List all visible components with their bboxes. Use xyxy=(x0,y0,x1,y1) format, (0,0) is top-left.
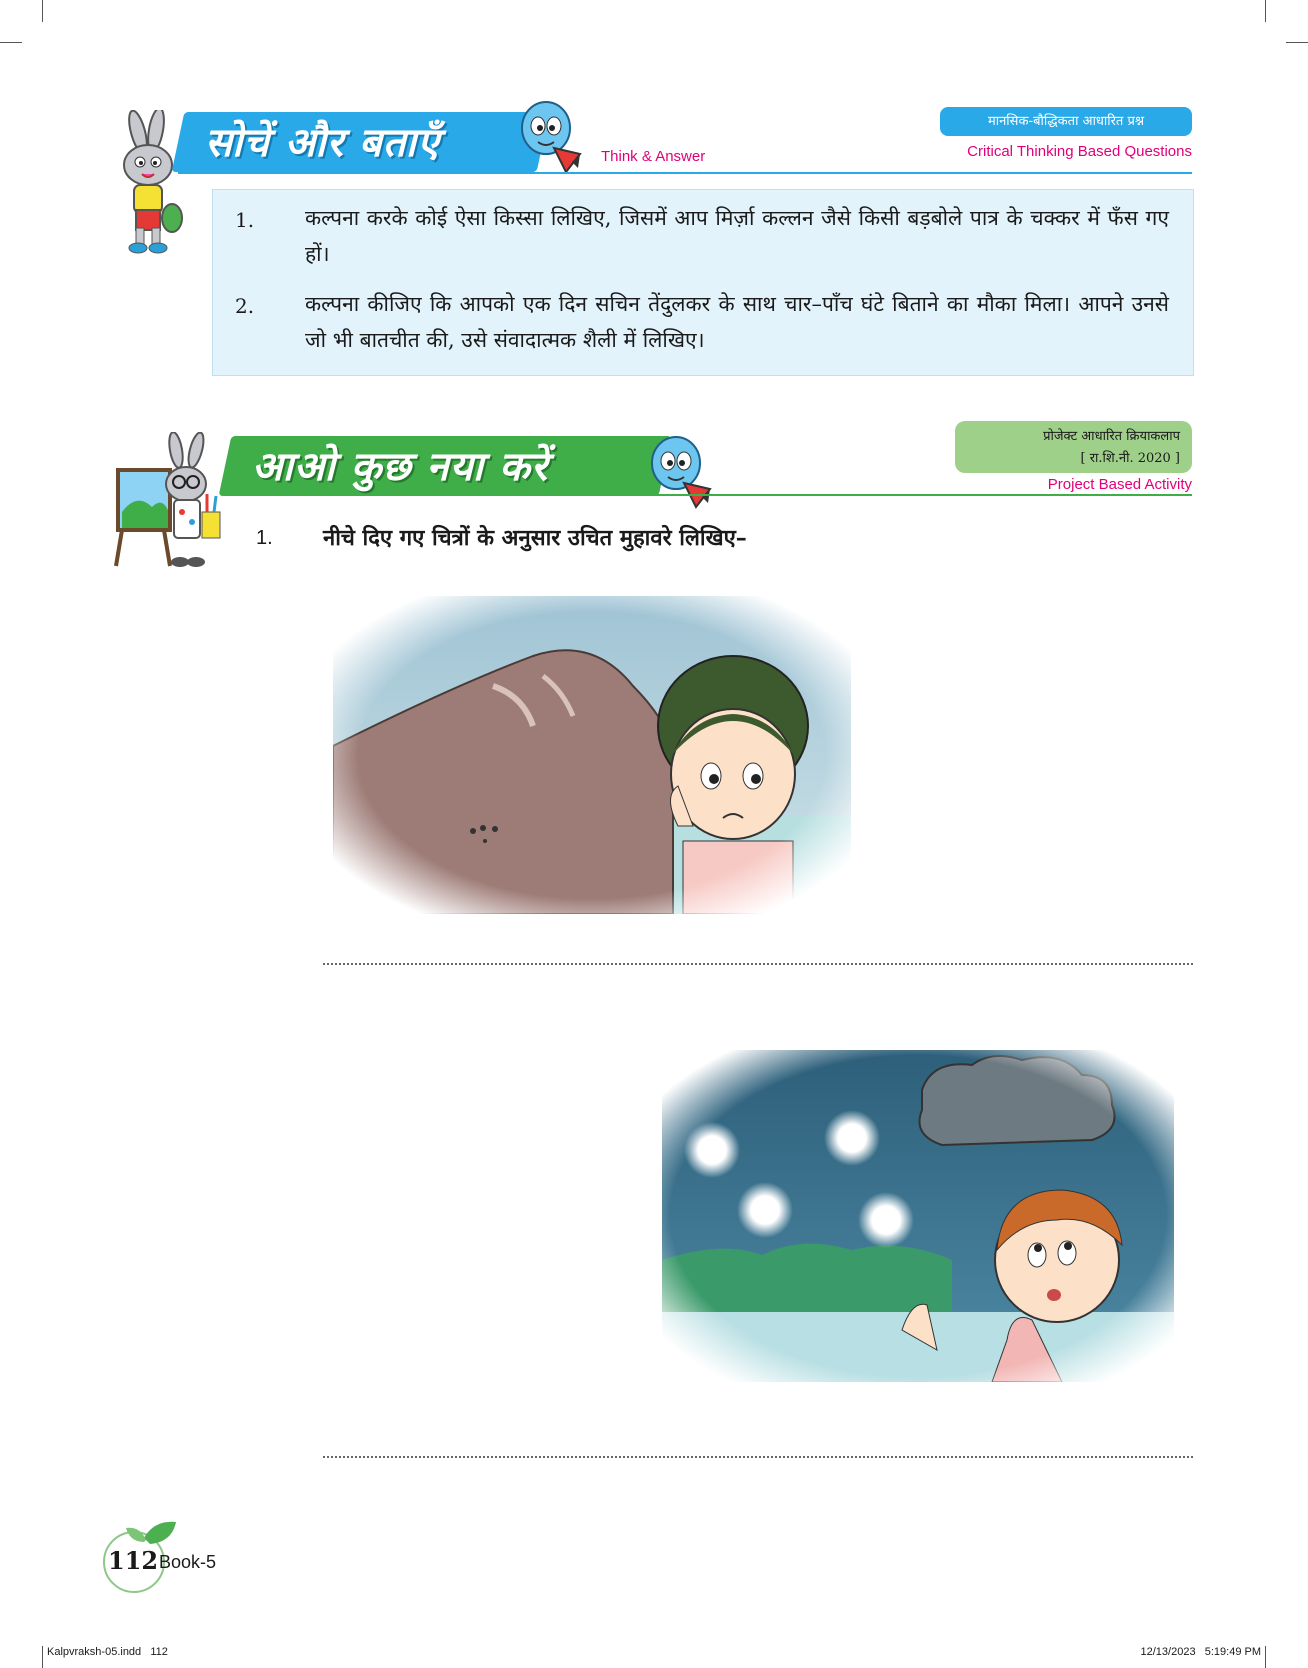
pencil-mascot-icon xyxy=(518,98,590,176)
question-text: नीचे दिए गए चित्रों के अनुसार उचित मुहावरे लिखिए– xyxy=(323,525,747,551)
section1-rule xyxy=(178,172,1192,174)
section2-rule xyxy=(225,494,1192,496)
answer-line xyxy=(323,963,1193,965)
question-number: 2. xyxy=(235,294,255,318)
question-number: 1. xyxy=(256,527,273,549)
section1-title: सोचें और बताएँ xyxy=(205,120,441,166)
page-number: 112 xyxy=(108,1546,159,1575)
bunny-mascot-icon xyxy=(108,110,188,255)
illustration-boy-stars xyxy=(662,1050,1174,1382)
question-box xyxy=(212,189,1194,376)
section1-subtitle: Think & Answer xyxy=(601,148,706,165)
crop-mark xyxy=(0,42,22,43)
section2-tag-hindi: प्रोजेक्ट आधारित क्रियाकलाप xyxy=(1043,429,1180,444)
crop-mark xyxy=(1286,42,1308,43)
section2-title: आओ कुछ नया करें xyxy=(252,444,549,490)
print-timestamp: 12/13/2023 5:19:49 PM xyxy=(1140,1646,1261,1658)
answer-line xyxy=(323,1456,1193,1458)
book-label: Book-5 xyxy=(159,1552,217,1572)
crop-mark xyxy=(42,1646,43,1668)
painter-bunny-icon xyxy=(112,432,227,572)
question-text: कल्पना करके कोई ऐसा किस्सा लिखिए, जिसमें आप मिर्ज़ा कल्लन जैसे किसी बड़बोले पात्र के चक्कर में फँस गए हों। xyxy=(305,206,1169,266)
section2-tag-ref: [ रा.शि.नी. 2020 ] xyxy=(1080,451,1180,466)
question-text: कल्पना कीजिए कि आपको एक दिन सचिन तेंदुलकर के साथ चार–पाँच घंटे बिताने का मौका मिला। आपने उनसे जो भी बातचीत की, उसे संवादात्मक शैली में लिखिए। xyxy=(305,292,1169,352)
file-info: Kalpvraksh-05.indd 112 xyxy=(47,1646,168,1658)
section1-tag-hindi: मानसिक-बौद्धिकता आधारित प्रश्न xyxy=(940,107,1192,136)
crop-mark xyxy=(1265,1646,1266,1668)
question-number: 1. xyxy=(235,208,255,232)
crop-mark xyxy=(1265,0,1266,22)
crop-mark xyxy=(42,0,43,22)
section2-tag-english: Project Based Activity xyxy=(1047,476,1192,493)
pencil-mascot-icon xyxy=(648,433,720,511)
section1-tag-english: Critical Thinking Based Questions xyxy=(967,143,1192,160)
section2-tag xyxy=(955,421,1192,473)
illustration-girl-mountain xyxy=(333,596,851,914)
